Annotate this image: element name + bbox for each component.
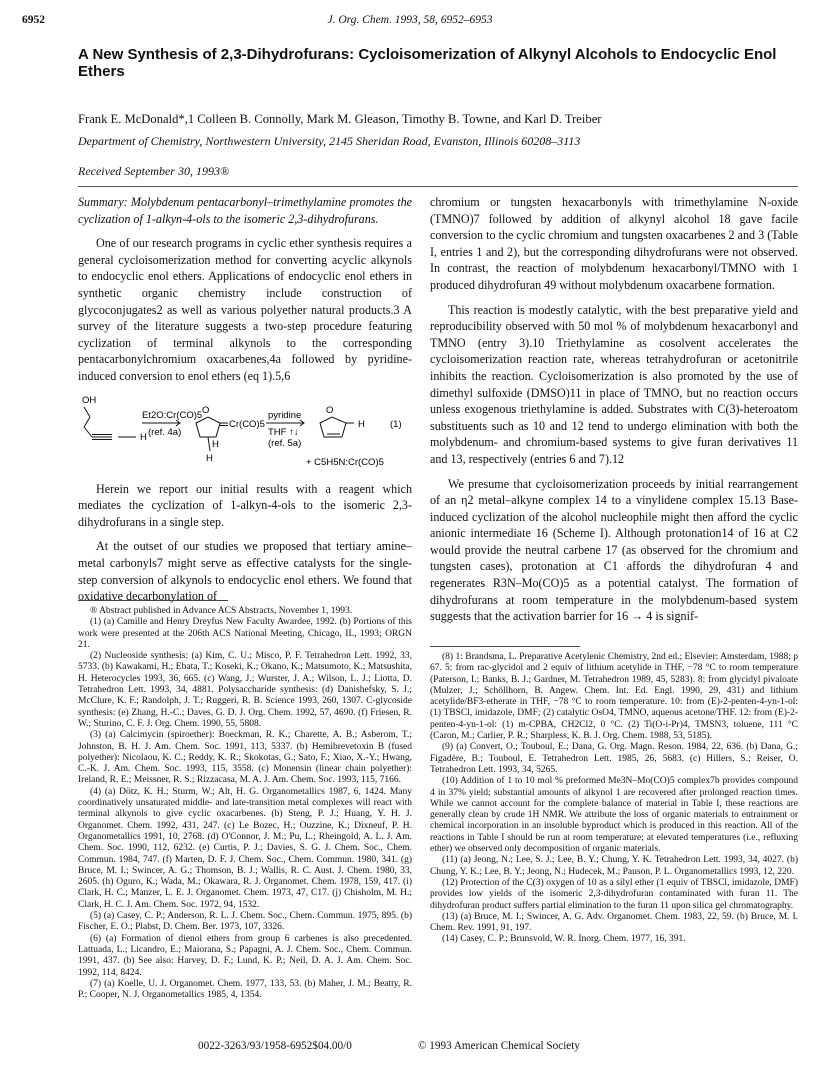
dhf-oxygen-label: O: [326, 404, 334, 416]
summary-paragraph: Summary: Molybdenum pentacarbonyl–trimethylamine promotes the cyclization of 1-alkyn-4-ols to the isomeric 2,3-dihydrofurans.: [78, 195, 412, 226]
footnote: (12) Protection of the C(3) oxygen of 10 as a silyl ether (1 equiv of TBSCl, imidazole, DMF) provides low yields of the isomeric 2,3-dihydrofuran contaminated with furan 11. The dihydrofuran product suffers partial elimination to the furan 11 upon silica gel chromatography.: [430, 877, 798, 911]
copyright: © 1993 American Chemical Society: [418, 1040, 580, 1052]
footnote: (10) Addition of 1 to 10 mol % preformed Me3N–Mo(CO)5 complex7b provides compound 4 in 37% yield; substantial amounts of alkynol 1 are recovered after prolonged reaction times. While we cannot account for the complete balance of material in Table I, these reactions are generally clean by crude 1H NMR. We attribute the loss of organic materials to entrainment or chemical incorporation in an insoluble byproduct which is produced in this reaction. All of the reactions in Table I should be run at room temperature; at elevated temperatures (i.e., refluxing ether) we observed only decomposition of organic materials.: [430, 776, 798, 855]
header-divider: [78, 186, 798, 187]
article-title: A New Synthesis of 2,3-Dihydrofurans: Cycloisomerization of Alkynyl Alcohols to Endocyclic Enol Ethers: [78, 46, 777, 80]
reference-1: (ref. 4a): [148, 426, 182, 438]
reagent-2: pyridine: [268, 409, 302, 421]
ring-oxygen-label: O: [202, 404, 210, 416]
alkyne-h-label: H: [140, 431, 147, 443]
body-paragraph: One of our research programs in cyclic ether synthesis requires a general cycloisomerization method for converting acyclic alkynols to endocyclic enol ethers. Applications of endocyclic enol ethers in synthetic organic chemistry include construction of glycoconjugates2 as well as various polyether natural products.3 A survey of the literature suggests a two-step procedure featuring cyclization of terminal alkynols to the corresponding pentacarbonylchromium oxacarbenes,4a followed by pyridine-induced conversion to enol ethers (eq 1).5,6: [78, 236, 412, 383]
footnote: (8) 1: Brandsma, L. Preparative Acetylenic Chemistry, 2nd ed.; Elsevier: Amsterdam, 1988; p 67. 5: from rac-glycidol and 2 equiv of lithium acetylide in THF, −78 °C to room temperature (Paterson, I.; Banks, B. J.; Gardner, M. Tetrahedron 1989, 45, 5283). 8: from glycidyl pivaloate (Mulzer, J.; Schöllhorn, B. Angew. Chem. Int. Ed. Engl. 1990, 29, 431) and lithium acetylide/BF3-etherate in THF, −78 °C to room temperature. 10: from (E)-2-penten-4-yn-1-ol: (1) TBSCl, imidazole, DMF; (2) catalytic OsO4, TMNO, aqueous acetone/THF. 12: from (E)-2-penten-4-yn-1-ol: (1) m-CPBA, CH2Cl2, 0 °C. (2) Ti(O-i-Pr)4, TMSN3, toluene, 111 °C (Caron, M.; Carlier, P. R.; Sharpless, K. B. J. Org. Chem. 1988, 53, 5185).: [430, 652, 798, 742]
footnote: (7) (a) Koelle, U. J. Organomet. Chem. 1977, 133, 53. (b) Maher, J. M.; Beatty, R. P.; Cooper, N. J. Organometallics 1985, 4, 1354.: [78, 978, 412, 1001]
body-paragraph: This reaction is modestly catalytic, with the best preparative yield and reproducibility observed with 50 mol % of molybdenum hexacarbonyl and TMNO (entry 3).10 Triethylamine as cosolvent accelerates the cycloisomerization reaction rate, whereas tetrahydrofuran or acetonitrile inhibits the reaction. Cycloisomerization is also promoted by the use of dimethyl sulfoxide (DMSO)11 in place of TMNO, but no reaction occurs unless exogenous triethylamine is added. Substrates with C(3)-heteroatom substituents such as 10 and 12 tend to undergo elimination with both the molybdenum- and chromium-based systems to give furan derivatives 11 and 13, respectively (entries 6 and 7).12: [430, 302, 798, 466]
footnote: ® Abstract published in Advance ACS Abstracts, November 1, 1993.: [90, 606, 353, 616]
running-header: [22, 14, 798, 30]
footnote-rule: [430, 646, 580, 647]
footnote: (13) (a) Bruce, M. I.; Swincer, A. G. Adv. Organomet. Chem. 1983, 22, 59. (b) Bruce, M. I. Chem. Rev. 1991, 91, 197.: [430, 911, 798, 934]
chromium-carbonyl-label: Cr(CO)5: [229, 418, 265, 430]
author-list: Frank E. McDonald*,1 Colleen B. Connolly, Mark M. Gleason, Timothy B. Towne, and Karl D. Treiber: [78, 112, 602, 126]
reference-2: (ref. 5a): [268, 437, 302, 449]
body-paragraph: Herein we report our initial results with a reagent which mediates the cyclization of 1-alkyn-4-ols to the isomeric 2,3-dihydrofurans in a single step.: [78, 481, 412, 529]
footnote-rule: [78, 600, 228, 601]
footnote: (6) (a) Formation of dienol ethers from group 6 carbenes is also precedented. Lattuada, L.; Licandro, E.; Maiorana, S.; Papagni, A. J. Chem. Soc., Chem. Commun. 1991, 437. (b) See also: Harvey, D. F.; Lund, K. P.; Neil, D. A. J. Am. Chem. Soc. 1992, 114, 8424.: [78, 933, 412, 978]
footnote: (14) Casey, C. P.; Brunsvold, W. R. Inorg. Chem. 1977, 16, 391.: [442, 934, 686, 945]
footnote: (2) Nucleoside synthesis: (a) Kim, C. U.; Misco, P. F. Tetrahedron Lett. 1992, 33, 5733. (b) Kawakami, H.; Ebata, T.; Koseki, K.; Okano, K.; Matsumoto, K.; Matsushita, H. Heterocycles 1993, 36, 665. (c) Wang, J.; Wurster, J. A.; Wilson, L. J.; Liotta, D. Tetrahedron Lett. 1993, 34, 4881. Polysaccharide synthesis: (d) Danishefsky, S. J.; McClure, K. F.; Randolph, J. T.; Ruggeri, R. B. Science 1993, 260, 1307. C-glycoside synthesis: (e) Zhang, H.-C.; Daves, G. D. J. Org. Chem. 1992, 57, 4690. (f) Friesen, R. W.; Sturino, C. F. J. Org. Chem. 1990, 55, 5808.: [78, 651, 412, 729]
footnotes-left: [78, 606, 412, 1001]
right-column: [430, 194, 798, 633]
footnotes-right: [430, 652, 798, 946]
equation-1: [78, 393, 412, 471]
reaction-scheme: [78, 393, 412, 471]
left-column: [78, 194, 412, 613]
footnote: (5) (a) Casey, C. P.; Anderson, R. L. J. Chem. Soc., Chem. Commun. 1975, 895. (b) Fischer, E. O.; Plabst, D. Chem. Ber. 1973, 107, 3326.: [78, 911, 412, 933]
body-paragraph: chromium or tungsten hexacarbonyls with trimethylamine N-oxide (TMNO)7 followed by addition of alkynyl alcohol 18 gave facile conversion to the cyclic chromium and tungsten oxacarbenes 2 and 3 (Table I, entries 1 and 2), but the corresponding dihydrofurans were not observed. In contrast, the reaction of molybdenum hexacarbonyl/TMNO with 1 produced dihydrofuran 49 without molybdenum oxacarbene formation.: [430, 195, 798, 292]
footnote: (1) (a) Camille and Henry Dreyfus New Faculty Awardee, 1992. (b) Portions of this work were presented at the 206th ACS National Meeting, Chicago, IL, 1993; ORGN 21.: [78, 617, 412, 650]
received-date: Received September 30, 1993®: [78, 164, 230, 178]
page-number: 6952: [22, 14, 45, 26]
carbene-h-label: H: [212, 438, 219, 450]
condition-2: THF ↑↓: [268, 426, 299, 438]
equation-number: (1): [390, 418, 402, 430]
body-paragraph: At the outset of our studies we proposed that tertiary amine–metal carbonyls7 might serve as effective catalysts for the single-step conversion of alkynols to endocyclic enol ethers. We found that oxidative decarbonylation of: [78, 539, 412, 604]
dhf-h-label: H: [358, 418, 365, 430]
footnote: (3) (a) Calcimycin (spiroether): Boeckman, R. K.; Charette, A. B.; Asberom, T.; Johnston, B. H. J. Am. Chem. Soc. 1991, 113, 5337. (b) Hemibrevetoxin B (fused polyether): Nicolaou, K. C.; Reddy, K. R.; Skokotas, G.; Sato, F.; Xiao, X.-Y.; Hwang, C.-K. J. Am. Chem. Soc. 1993, 115, 3558. (c) Monensin (linear chain polyether): Ireland, R. E.; Meissner, R. S.; Rizzacasa, M. A. J. Am. Chem. Soc. 1993, 115, 7166.: [78, 730, 412, 786]
carbene-h2-label: H: [206, 452, 213, 464]
footnote: (11) (a) Jeong, N.; Lee, S. J.; Lee, B. Y.; Chung, Y. K. Tetrahedron Lett. 1993, 34, 4027. (b) Chung, Y. K.; Lee, B. Y.; Jeong, N.; Hudecek, M.; Pauson, P. L. Organometallics 1993, 12, 220.: [430, 855, 798, 877]
body-paragraph: We presume that cycloisomerization proceeds by initial rearrangement of an η2 metal–alkyne complex 14 to a vinylidene complex 15.13 Base-induced cyclization of the alcohol nucleophile might then afford the cyclic anionic intermediate 16 (Scheme I). Although protonation14 of 16 at C2 would provide the neutral carbene 17 (as observed for the chromium and tungsten cases), protonation at C1 affords the dihydrofuran 4 and regenerates R3N–Mo(CO)5 as a potential catalyst. The formation of dihydrofurans at room temperature in the molybdenum-based system suggests that the activation barrier for 16 → 4 is signif-: [430, 476, 798, 624]
affiliation: Department of Chemistry, Northwestern University, 2145 Sheridan Road, Evanston, Illinois 60208–3113: [78, 134, 581, 148]
hydroxyl-label: OH: [82, 394, 97, 406]
article-code: 0022-3263/93/1958-6952$04.00/0: [198, 1040, 352, 1052]
reagent-1: Et2O:Cr(CO)5: [142, 409, 203, 421]
footnote: (4) (a) Dötz, K. H.; Sturm, W.; Alt, H. G. Organometallics 1987, 6, 1424. Many coordinatively unsaturated middle- and late-transition metal complexes will react with terminal alkynols to give cyclic oxacarbenes. (b) Steng, P. J.; Huang, Y. H. J. Organomet. Chem. 1992, 431, 247. (c) Le Bozec, H.; Ouzzine, K.; Dixneuf, P. H. Organometallics 1991, 10, 2768. (d) O'Connor, J. M.; Pu, L.; Rheingold, A. L. J. Am. Chem. Soc. 1990, 112, 6232. (e) Curtis, P. J.; Davies, S. G. J. Chem. Soc., Chem. Commun. 1984, 747. (f) Marten, D. F. J. Chem. Soc., Chem. Commun. 1980, 341. (g) Bruce, M. I.; Swincer, A. G.; Thomson, B. J.; Wallis, R. C. Aust. J. Chem. 1980, 33, 2605. (h) Oguro, K.; Wada, M.; Okawara, R. J. Organomet. Chem. 1978, 159, 417. (i) Clark, H. C.; Manzer, L. E. J. Organomet. Chem. 1973, 47, C17. (j) Chisholm, M. H.; Clark, H. C. J. Am. Chem. Soc. 1972, 94, 1532.: [78, 786, 412, 910]
footnote: (9) (a) Convert, O.; Touboul, E.; Dana, G. Org. Magn. Reson. 1984, 22, 636. (b) Dana, G.; Figadère, B.; Touboul, E. Tetrahedron Lett. 1985, 26, 5683. (c) Hillers, S.; Reiser, O. Tetrahedron Lett. 1993, 34, 5265.: [430, 742, 798, 775]
journal-reference: J. Org. Chem. 1993, 58, 6952–6953: [327, 14, 493, 26]
byproduct: + C5H5N:Cr(CO)5: [306, 456, 384, 468]
